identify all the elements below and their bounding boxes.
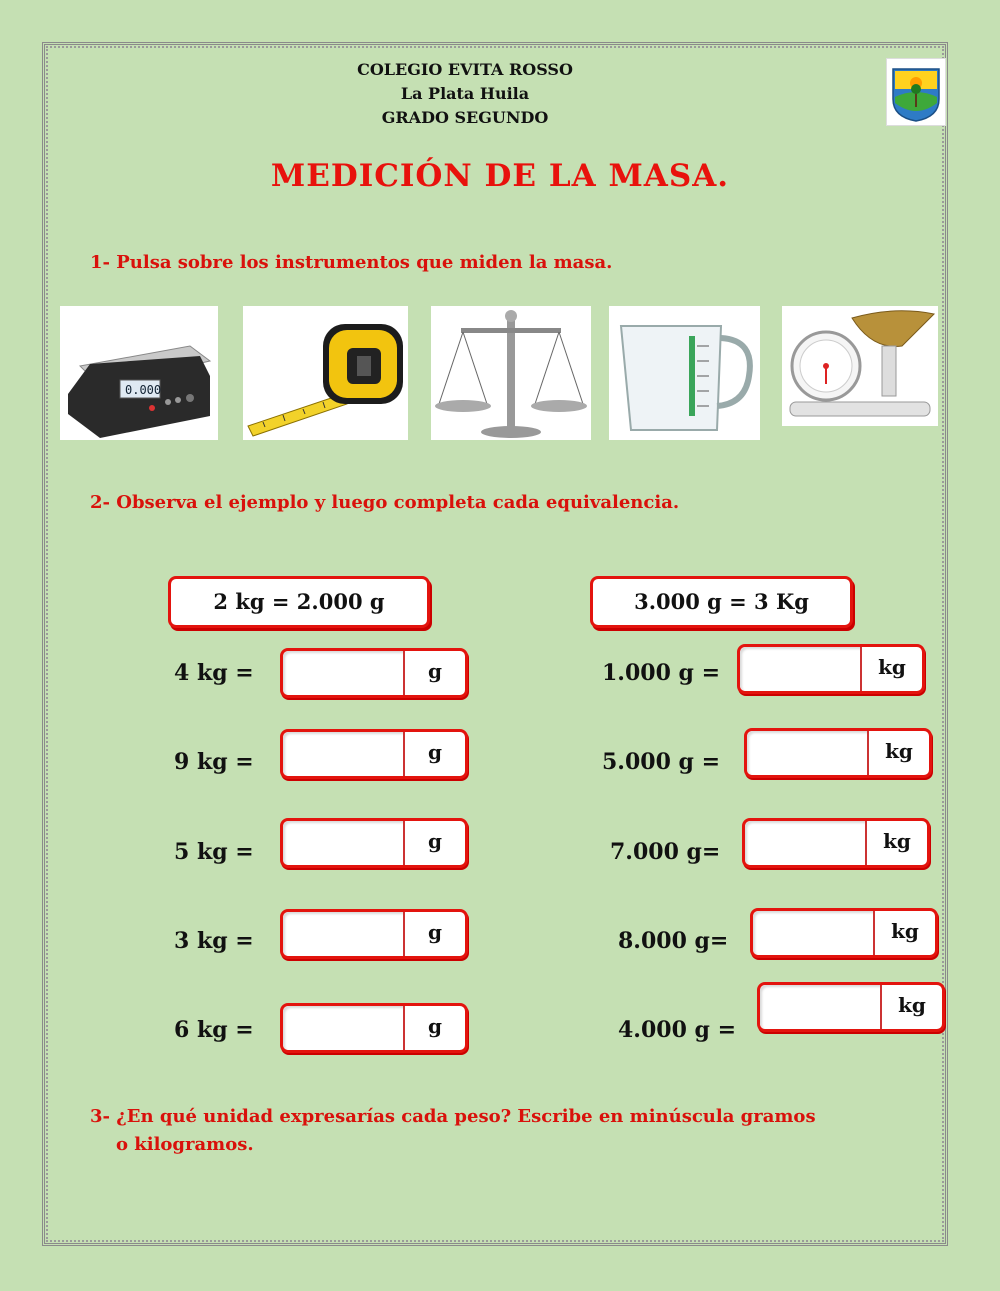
- example-right: 3.000 g = 3 Kg: [590, 576, 853, 628]
- left-answer-3: [280, 818, 468, 868]
- unit-label: g: [428, 1014, 442, 1038]
- unit-label: kg: [891, 919, 919, 943]
- unit-label: kg: [898, 993, 926, 1017]
- right-answer-5: [757, 982, 945, 1032]
- right-answer-4: [750, 908, 938, 958]
- right-answer-input-2[interactable]: [747, 731, 869, 775]
- right-answer-input-5[interactable]: [760, 985, 882, 1029]
- unit-label: g: [428, 659, 442, 683]
- unit-label: kg: [878, 655, 906, 679]
- school-name: COLEGIO EVITA ROSSO: [357, 60, 573, 79]
- balance-scale-image[interactable]: [431, 306, 591, 440]
- right-label-3: 7.000 g=: [610, 839, 721, 865]
- left-answer-input-1[interactable]: [283, 651, 405, 695]
- left-answer-input-4[interactable]: [283, 912, 405, 956]
- left-answer-2: [280, 729, 468, 779]
- left-answer-input-3[interactable]: [283, 821, 405, 865]
- page-title: MEDICIÓN DE LA MASA.: [270, 158, 730, 194]
- right-answer-1: [737, 644, 925, 694]
- right-answer-input-1[interactable]: [740, 647, 862, 691]
- left-label-1: 4 kg =: [174, 660, 254, 686]
- question-3-line-2: o kilogramos.: [116, 1134, 254, 1155]
- school-grade: GRADO SEGUNDO: [381, 108, 549, 127]
- right-answer-input-3[interactable]: [745, 821, 867, 865]
- left-answer-input-2[interactable]: [283, 732, 405, 776]
- question-1: 1- Pulsa sobre los instrumentos que miden la masa.: [90, 252, 613, 273]
- left-label-2: 9 kg =: [174, 749, 254, 775]
- example-left: 2 kg = 2.000 g: [168, 576, 430, 628]
- right-label-4: 8.000 g=: [618, 928, 729, 954]
- left-label-4: 3 kg =: [174, 928, 254, 954]
- right-label-5: 4.000 g =: [618, 1017, 737, 1043]
- unit-label: g: [428, 920, 442, 944]
- school-logo: [886, 58, 946, 126]
- unit-label: kg: [883, 829, 911, 853]
- right-answer-input-4[interactable]: [753, 911, 875, 955]
- right-label-2: 5.000 g =: [602, 749, 721, 775]
- digital-scale-image[interactable]: [60, 306, 218, 440]
- unit-label: kg: [885, 739, 913, 763]
- left-label-5: 6 kg =: [174, 1017, 254, 1043]
- question-3-line-1: 3- ¿En qué unidad expresarías cada peso? Escribe en minúscula gramos: [90, 1106, 816, 1127]
- left-answer-5: [280, 1003, 468, 1053]
- unit-label: g: [428, 740, 442, 764]
- svg-text:0.000: 0.000: [125, 383, 162, 397]
- kitchen-scale-image[interactable]: [782, 306, 938, 426]
- measuring-jug-image[interactable]: [609, 306, 760, 440]
- question-2: 2- Observa el ejemplo y luego completa cada equivalencia.: [90, 492, 680, 513]
- right-answer-3: [742, 818, 930, 868]
- right-answer-2: [744, 728, 932, 778]
- tape-measure-image[interactable]: [243, 306, 408, 440]
- left-answer-input-5[interactable]: [283, 1006, 405, 1050]
- left-answer-1: [280, 648, 468, 698]
- unit-label: g: [428, 829, 442, 853]
- left-answer-4: [280, 909, 468, 959]
- school-city: La Plata Huila: [400, 84, 530, 103]
- left-label-3: 5 kg =: [174, 839, 254, 865]
- right-label-1: 1.000 g =: [602, 660, 721, 686]
- school-header: [300, 58, 630, 130]
